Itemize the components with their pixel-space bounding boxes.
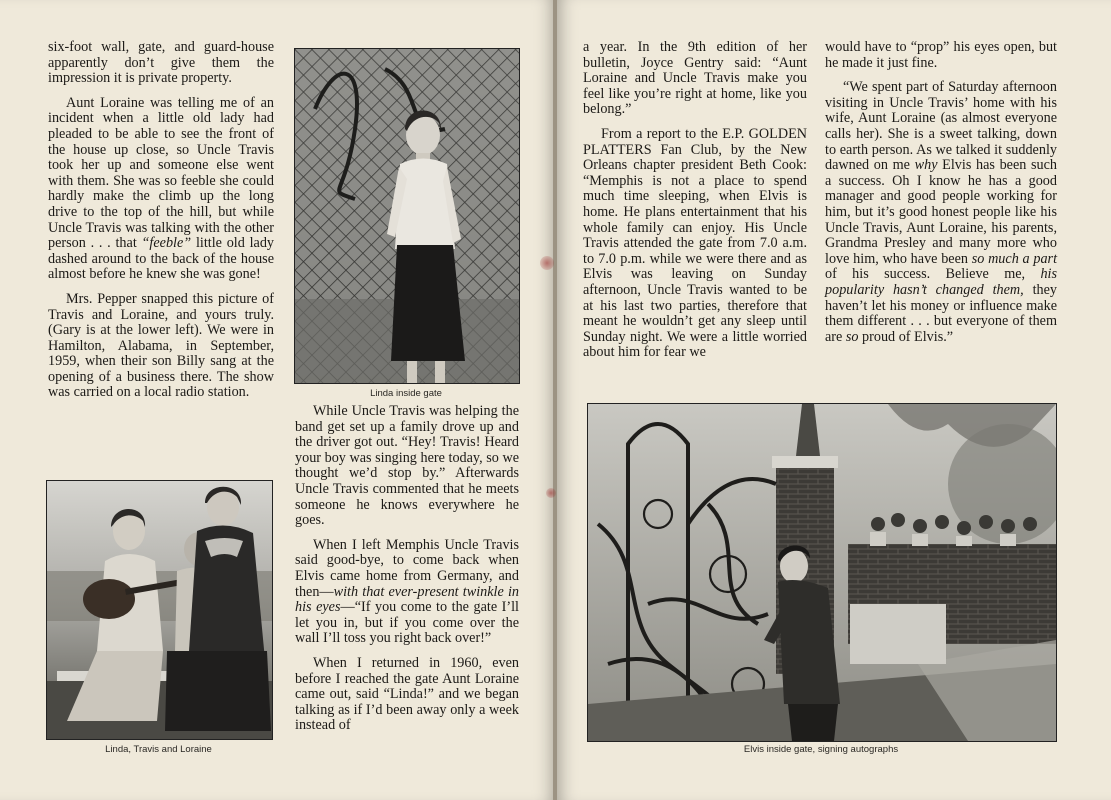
left-page: [0, 0, 555, 800]
photo-linda-inside-gate: [294, 48, 520, 384]
paragraph: When I returned in 1960, even before I reached the gate Aunt Loraine came out, said “Linda!” and we began talking as if I’d been away only a week instead of: [295, 654, 519, 734]
paragraph: Aunt Loraine was telling me of an incident when a little old lady had pleaded to be able to see the front of the house up close, so Uncle Travis took her up and someone else went with them. She was so feeble she could hardly make the climb up the long drive to the top of the hill, but while Uncle Travis was talking with the other person . . . that “feeble” little old lady dashed around to the back of the house almost before he knew she was gone!: [48, 94, 275, 283]
paragraph: would have to “prop” his eyes open, but he made it just fine.: [825, 39, 1057, 71]
paragraph: From a report to the E.P. GOLDEN PLATTERS Fan Club, by the New Orleans chapter president Beth Cook: “Memphis is not a place to spend much time sleeping, when Elvis is home. He plans entertainment that his whole family can enjoy. His Uncle Travis attended the gate from 7.0 a.m. to 7.0 p.m. while we were there and as Elvis was leaving on Sunday afternoon, Uncle Travis wanted to be at his last two parties, therefore that meant he wouldn’t get any sleep until Sunday night. We were a little worried about him for fear we: [583, 125, 807, 361]
stain: [540, 256, 554, 270]
right-page-column-1: [583, 40, 807, 370]
paragraph: Mrs. Pepper snapped this picture of Travis and Loraine, and yours truly. (Gary is at the lower left). We were in Hamilton, Alabama, in September, 1959, when their son Billy sang at the opening of a business there. The show was carried on a local radio station.: [48, 290, 274, 401]
paragraph: six-foot wall, gate, and guard-house apparently don’t give them the impression it is private property.: [48, 39, 274, 87]
right-page-column-2: [825, 40, 1057, 354]
paragraph: While Uncle Travis was helping the band get set up a family drove up and the driver got out. “Hey! Travis! Heard your boy was singing here today, so we thought we’d stop by.” Afterwards Uncle Travis commented that he meets someone he knows everywhere he goes.: [295, 403, 519, 529]
left-page-column-2: [295, 404, 519, 743]
paragraph: a year. In the 9th edition of her bulletin, Joyce Gentry said: “Aunt Loraine and Uncle Travis make you feel like you’re right at home, like you belong.”: [583, 39, 807, 118]
photo-caption: Linda inside gate: [370, 388, 442, 399]
stain: [546, 488, 556, 498]
paragraph: “We spent part of Saturday afternoon visiting in Uncle Travis’ home with his wife, Aunt Loraine (as almost everyone calls her). She is a sweet talking, down to earth person. As we talked it suddenly dawned on me why Elvis has been such a success. Oh I know he has a good manager and good people working for him, but it’s good honest people like his Uncle Travis, Aunt Loraine, his parents, Grandma Presley and many more who love him, who have been so much a part of his success. Believe me, his popularity hasn’t changed them, they haven’t let his money or influence make them different . . . but everyone of them are so proud of Elvis.”: [825, 79, 1058, 345]
paragraph: When I left Memphis Uncle Travis said good-bye, to come back when Elvis came home from Germany, and then—with that ever-present twinkle in his eyes—“If you come to the gate I’ll let you in, but if you come over the wall I’ll toss you right back over!”: [295, 536, 519, 647]
photo-caption: Elvis inside gate, signing autographs: [743, 744, 899, 755]
right-page: [557, 0, 1111, 800]
photo-linda-travis-loraine: [46, 480, 273, 740]
photo-elvis-inside-gate: [587, 403, 1057, 742]
left-page-column-1: [48, 40, 274, 410]
photo-caption: Linda, Travis and Loraine: [105, 744, 212, 755]
